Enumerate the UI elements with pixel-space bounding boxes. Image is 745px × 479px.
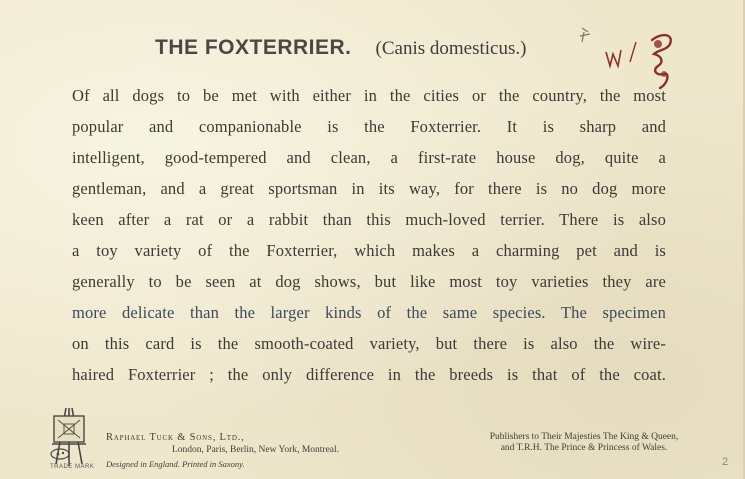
- card-title: THE FOXTERRIER.: [155, 36, 352, 59]
- text-line: haired Foxterrier ; the only difference in the breeds is that of the coat.: [72, 365, 666, 384]
- publisher-cities: London, Paris, Berlin, New York, Montreal.: [172, 445, 340, 455]
- royal-warrant-line-1: Publishers to Their Majesties The King & Queen,: [489, 432, 679, 442]
- card-subtitle: (Canis domesticus.): [375, 38, 527, 59]
- text-line: gentleman, and a great sportsman in its way, for there is no dog more: [72, 179, 666, 198]
- text-line: more delicate than the larger kinds of the same species. The specimen: [72, 303, 666, 322]
- origin-note: Designed in England. Printed in Saxony.: [106, 459, 245, 469]
- publisher-name: Raphael Tuck & Sons, Ltd.,: [106, 432, 245, 443]
- title-row: [155, 36, 615, 60]
- text-line: a toy variety of the Foxterrier, which makes a charming pet and is: [72, 241, 666, 260]
- publisher-imprint: [106, 432, 339, 470]
- text-line: generally to be seen at dog shows, but like most toy varieties they are: [72, 272, 666, 291]
- trade-mark-label: TRADE MARK: [50, 464, 95, 470]
- easel-trademark-icon: [46, 404, 92, 466]
- royal-warrant-line-2: and T.R.H. The Prince & Princess of Wales.: [500, 443, 668, 453]
- corner-pencil-mark: 2: [722, 456, 729, 468]
- royal-warrant: [462, 432, 706, 454]
- text-line: popular and companionable is the Foxterrier. It is sharp and: [72, 117, 666, 136]
- text-line: keen after a rat or a rabbit than this much-loved terrier. There is also: [72, 210, 666, 229]
- description-text: [72, 80, 666, 390]
- text-line: on this card is the smooth-coated variety, but there is also the wire-: [72, 334, 666, 353]
- text-line: intelligent, good-tempered and clean, a first-rate house dog, quite a: [72, 148, 666, 167]
- text-line: Of all dogs to be met with either in the cities or the country, the most: [72, 86, 666, 105]
